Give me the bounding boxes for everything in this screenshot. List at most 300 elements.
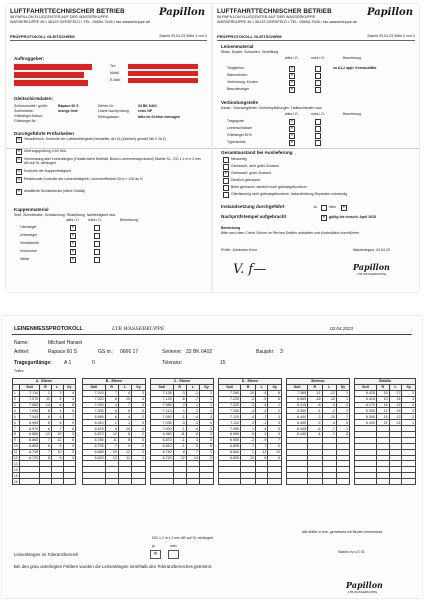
table-cell: 7.070	[20, 396, 40, 402]
table-cell	[40, 479, 52, 485]
table-cell: 7.110	[20, 390, 40, 396]
col-header-not-ok: nicht i.O.	[311, 56, 325, 60]
column-header: R	[40, 384, 52, 390]
column-header: R	[105, 384, 118, 390]
column-header: Sy	[336, 384, 349, 390]
table-cell: 4	[132, 396, 146, 402]
table-cell: -9	[256, 396, 268, 402]
column-header: Soll	[83, 384, 106, 390]
ja-label: ja	[152, 544, 155, 548]
column-header: R	[308, 384, 322, 390]
row-index: 16	[14, 479, 18, 484]
guetesiegel-nr-label: Gütesiegel-Nr.:	[14, 119, 38, 123]
table-cell: -8	[308, 402, 322, 408]
toleranz-nein-checkbox	[168, 550, 179, 559]
table-cell: 6	[40, 426, 52, 432]
table-cell: 6.705	[83, 443, 106, 449]
schirmfarbe-label: Schirmfarbe:	[14, 109, 34, 113]
leinen-row-label: Verbindung, Knoten	[227, 80, 258, 84]
schirmfarbe-value: orange lime	[58, 109, 78, 113]
table-cell: 12	[376, 408, 389, 414]
note-right: alle Maße in mm, gemessen mit Beutel Leinenmess	[302, 530, 383, 534]
redacted-block	[128, 78, 198, 83]
beurteilung-checkbox	[223, 185, 229, 191]
table-cell: 0	[200, 420, 214, 426]
table-title: Stabilo	[355, 379, 416, 385]
table-cell: 10	[105, 449, 118, 455]
kappen-row-label: Verstärkerte	[20, 241, 39, 245]
table-cell: 6.420	[355, 420, 377, 426]
table-cell: 14	[40, 402, 52, 408]
row-index: 13	[14, 461, 18, 466]
table-cell: 2	[186, 408, 199, 414]
table-cell: 7.365	[287, 390, 308, 396]
column-header: L	[256, 384, 268, 390]
table-cell: 6	[40, 443, 52, 449]
table-cell: 4	[132, 426, 146, 432]
table-cell: 6.780	[83, 437, 106, 443]
table-cell: 6.875	[83, 426, 106, 432]
instand-nein-checkbox: ✕	[342, 205, 346, 209]
measurement-date: 03.04.2023	[330, 326, 353, 331]
table-cell: 2	[241, 420, 256, 426]
row-index: 15	[14, 473, 18, 478]
table-cell	[51, 479, 63, 485]
table-cell: 5	[186, 443, 199, 449]
ltb-label: LTB WASSERKUPPE	[112, 326, 165, 332]
table-cell: 11	[118, 455, 131, 461]
column-header: L	[322, 384, 336, 390]
leinen-sub: Risse, Knicke, Schlaufen, Verdrillung	[221, 50, 279, 54]
name-label: Name:	[14, 340, 29, 346]
check-checkbox: ✕	[17, 169, 21, 173]
leinenmessprotokoll-page	[2, 316, 422, 598]
table-cell	[151, 479, 174, 485]
table-cell: 1	[241, 449, 256, 455]
table-cell: 6.305	[355, 408, 377, 414]
table-cell: 10	[51, 449, 63, 455]
table-title: C - Ebene	[151, 379, 214, 385]
toleranz-value: 15	[220, 360, 226, 366]
table-cell: 3	[402, 414, 416, 420]
table-cell: 21	[389, 420, 402, 426]
table-cell: 7	[63, 414, 75, 420]
footer-text: Bei den grau unterlegten Feldern wurden die Leinenlängen innerhalb des Toleranzbereiches getrimmt.	[14, 564, 213, 569]
table-cell: 6	[118, 408, 131, 414]
table-cell: 6.955	[219, 437, 241, 443]
instand-nein: Nein	[329, 205, 337, 209]
table-cell: 6.620	[83, 455, 106, 461]
name-value: Michael Hansel	[48, 340, 83, 346]
not-ok-checkbox	[315, 140, 321, 146]
kappen-not-ok-checkbox	[94, 233, 100, 239]
checks-heading: Durchgeführte Prüfarbeiten	[14, 131, 74, 136]
column-header: L	[51, 384, 63, 390]
table-cell: -3	[256, 432, 268, 438]
ok-checkbox: ✕	[290, 87, 294, 91]
table-cell: 4	[118, 414, 131, 420]
table-cell: 3	[268, 414, 282, 420]
toleranz-ja-checkbox: ✕	[150, 550, 161, 559]
check-checkbox: ✕	[17, 189, 21, 193]
table-cell: 2	[132, 414, 146, 420]
ok-checkbox: ✕	[290, 80, 294, 84]
table-cell: -1	[173, 437, 186, 443]
toleranz-sub: Tolerz.	[14, 369, 25, 373]
table-cell: 21	[376, 420, 389, 426]
check-checkbox: ✕	[17, 149, 21, 153]
table-cell: 4	[63, 390, 75, 396]
stamp-logo: Papillon	[353, 262, 390, 272]
table-cell: 0	[63, 443, 75, 449]
kappen-ok-checkbox: ✕	[71, 249, 75, 253]
leinen-row-label: Tangleinen	[227, 66, 244, 70]
table-cell: 1	[105, 420, 118, 426]
table-cell: 5	[268, 426, 282, 432]
table-cell: 6.350	[287, 408, 308, 414]
kappen-ok-checkbox: ✕	[71, 233, 75, 237]
table-cell: -1	[173, 426, 186, 432]
check-item: Reaktionale Kontrolle der Leinenfestigkeit, Leinentreffertest 43 to + 100 as N	[24, 176, 143, 181]
table-cell: -4	[308, 408, 322, 414]
table-cell: 7	[40, 437, 52, 443]
pruefer-name: Prüfer: Johannes Knorr	[221, 248, 258, 252]
table-cell: 7	[268, 437, 282, 443]
redacted-block	[14, 72, 84, 78]
table-cell: 8	[40, 455, 52, 461]
table-cell: -10	[322, 414, 336, 420]
column-header: Soll	[20, 384, 40, 390]
table-cell: 15	[376, 390, 389, 396]
verbindung-heading: Verbindungsteile	[221, 100, 259, 105]
table-cell: 7	[241, 443, 256, 449]
not-ok-checkbox	[315, 126, 321, 132]
check-item: Visuell/mech. Kontrolle der Luftfahrtfähigkeit (Hersteller, Art.16 (Zeichen) gemäß NfL II Nr.2)	[24, 136, 166, 141]
table-cell: -7	[322, 432, 336, 438]
row-index: 2	[13, 396, 20, 402]
gs-label: GS nr.:	[98, 349, 114, 355]
table-cell: 7	[256, 443, 268, 449]
table-cell: 3	[200, 432, 214, 438]
table-cell: 7	[118, 402, 131, 408]
table-cell: 2	[132, 432, 146, 438]
row-index: 14	[14, 467, 18, 472]
table-cell: 3	[200, 414, 214, 420]
table-cell: 7	[186, 449, 199, 455]
table-cell: 7.015	[83, 390, 106, 396]
table-cell: 6.810	[151, 443, 174, 449]
protocol-title-line	[217, 34, 415, 41]
stamp-subtitle: LTB WASSERKUPPE	[357, 272, 387, 276]
table-cell: 11	[173, 432, 186, 438]
table-cell: 17	[389, 390, 402, 396]
table-cell: 8	[40, 420, 52, 426]
col-header-ok: alles i.O.	[285, 112, 299, 116]
table-cell: 6.445	[287, 432, 308, 438]
ok-checkbox: ✕	[290, 133, 294, 137]
company-address-2: WASSERKUPPE 46 • 36129 GERSFELD • TEL. 06654-7546 • fax-wasserkuppe.de	[10, 19, 151, 24]
table-cell: 12	[118, 449, 131, 455]
table-cell: 3	[63, 432, 75, 438]
measurement-table	[218, 378, 282, 485]
table-cell: -6	[308, 426, 322, 432]
table-cell: 3	[200, 426, 214, 432]
table-cell: 7.050	[151, 414, 174, 420]
beurteilung-row-label: Gebraucht, guter Zustand	[231, 171, 271, 175]
table-cell: -4	[256, 402, 268, 408]
seriennr-value: 33 BK 6402	[138, 104, 157, 108]
table-cell: 5	[268, 396, 282, 402]
table-cell: -9	[308, 420, 322, 426]
not-ok-checkbox	[315, 133, 321, 139]
table-cell	[336, 479, 349, 485]
table-cell: 0	[132, 420, 146, 426]
check-item: detaillierte Sichtkontrolle (siehe Details)	[24, 188, 86, 193]
table-cell	[389, 479, 402, 485]
not-ok-checkbox	[315, 66, 321, 72]
bemerkung-label: Bemerkung	[343, 112, 361, 116]
kappen-row-label: Nähte	[20, 257, 30, 261]
table-cell: -4	[256, 390, 268, 396]
seriennr-value: 33 BK 6402	[186, 349, 213, 355]
nein-label: nein	[170, 544, 177, 548]
company-name: LUFTFAHRTTECHNISCHER BETRIEB	[217, 8, 332, 15]
table-cell: 8	[51, 420, 63, 426]
table-cell: -3	[173, 390, 186, 396]
table-cell	[105, 479, 118, 485]
gs-value: 0666 17	[120, 349, 139, 355]
table-cell: -15	[322, 396, 336, 402]
date-page: Datum 03.04.23 Seite 1 von 2	[159, 34, 207, 38]
table-cell: 10	[51, 432, 63, 438]
date-page: Datum 03.04.23 Seite 2 von 2	[367, 34, 415, 38]
table-cell: 10	[241, 455, 256, 461]
verbindung-row-label: Tragegurte	[227, 119, 244, 123]
table-cell: 1	[336, 390, 349, 396]
verbindung-row-label: Gütesiegel DHV	[227, 133, 253, 137]
table-cell: 1	[402, 420, 416, 426]
kappen-row-label: Obersegel	[20, 225, 37, 229]
table-cell: -16	[308, 396, 322, 402]
table-cell: 6	[105, 408, 118, 414]
beurteilung-row-label: Deutlich gebraucht	[231, 178, 261, 182]
table-cell: 6	[63, 437, 75, 443]
redacted-block	[128, 64, 198, 69]
table-cell: 10	[118, 396, 131, 402]
table-cell	[268, 479, 282, 485]
row-index: 5	[13, 414, 20, 420]
table-cell: 7	[51, 426, 63, 432]
table-cell: 3	[132, 437, 146, 443]
table-cell	[241, 479, 256, 485]
bemerkung2-text: Bitte nach dem Check Schirm im Rechen Seitlich aufstellen und Kontrollblick durchführen	[221, 231, 360, 235]
table-row	[151, 479, 214, 485]
bemerkung-label: Bemerkung	[343, 56, 361, 60]
col-header-ok: alles i.O.	[285, 56, 299, 60]
table-cell: -3	[308, 414, 322, 420]
row-index: 8	[13, 432, 20, 438]
table-cell: 1	[132, 455, 146, 461]
table-cell: 6	[118, 432, 131, 438]
table-row	[355, 479, 416, 485]
row-index: 9	[13, 437, 20, 443]
table-cell: 11	[256, 449, 268, 455]
company-address-2: WASSERKUPPE 46 • 36129 GERSFELD • TEL. 06654-7546 • fax-wasserkuppe.de	[217, 19, 358, 24]
beurteilung-row-label: Gebraucht, sehr guter Zustand	[231, 164, 279, 168]
artikel-value: Rapace 60 S	[48, 349, 77, 355]
col-header-not-ok: nicht i.O.	[88, 218, 102, 222]
column-header: Sy	[268, 384, 282, 390]
table-cell: 2	[268, 408, 282, 414]
protocol-title-line	[10, 34, 207, 41]
table-cell: -10	[241, 390, 256, 396]
measurement-table	[82, 378, 146, 485]
table-cell: 1	[241, 426, 256, 432]
measurement-title: LEINENMESSPROTOKOLL	[14, 326, 83, 332]
table-cell: 1	[336, 426, 349, 432]
table-cell: 6	[200, 443, 214, 449]
check-checkbox: ✕	[17, 157, 21, 161]
table-cell: 6.805	[20, 443, 40, 449]
table-cell: 7.045	[20, 414, 40, 420]
papillon-logo: Papillon	[158, 7, 205, 18]
table-cell: 10	[268, 449, 282, 455]
row-index: 3	[13, 402, 20, 408]
beurteilung-heading: Gesamtaustand bei Auslieferung	[221, 150, 293, 155]
table-cell: 4	[336, 402, 349, 408]
table-cell: 11	[105, 437, 118, 443]
table-cell: 7.120	[219, 414, 241, 420]
table-cell: -1	[173, 414, 186, 420]
measurement-table	[354, 378, 416, 485]
table-cell: 7.125	[151, 396, 174, 402]
schirmmodell-label: Schirmmodell / größe:	[14, 104, 49, 108]
table-cell: 7.005	[83, 408, 106, 414]
table-cell: 12	[40, 432, 52, 438]
auftraggeber-heading: Auftraggeber:	[14, 56, 45, 61]
ok-checkbox: ✕	[290, 66, 294, 70]
ok-checkbox: ✕	[290, 140, 294, 144]
table-cell: 15	[389, 408, 402, 414]
table-cell: 6	[51, 414, 63, 420]
table-cell: 2	[336, 408, 349, 414]
table-cell: 6.805	[219, 455, 241, 461]
tragegurt-a: A 1	[64, 360, 72, 366]
table-cell: 3	[268, 432, 282, 438]
table-cell: 3	[51, 390, 63, 396]
table-cell: -7	[256, 414, 268, 420]
table-cell: 1	[200, 408, 214, 414]
table-cell	[173, 479, 186, 485]
kappen-not-ok-checkbox	[94, 225, 100, 231]
table-cell	[308, 479, 322, 485]
beurteilung-checkbox: ✕	[224, 171, 228, 175]
table-cell: -4	[186, 414, 199, 420]
table-cell	[376, 479, 389, 485]
table-cell: 3	[268, 420, 282, 426]
table-cell: -3	[241, 402, 256, 408]
column-header: L	[186, 384, 199, 390]
protocol-page-1	[6, 4, 211, 292]
table-cell: -1	[186, 390, 199, 396]
toleranz-label: Toleranz:	[162, 360, 183, 366]
verbindung-row-label: Leinenschlösser	[227, 126, 253, 130]
measurement-table	[150, 378, 214, 485]
table-cell	[83, 479, 106, 485]
table-cell: -6	[173, 396, 186, 402]
table-cell: 9	[63, 420, 75, 426]
table-cell: 6	[105, 426, 118, 432]
table-cell: 1	[200, 449, 214, 455]
gleitschirmdaten-heading: Gleitschirmdaten:	[14, 96, 54, 101]
seriennr-label: Seriennr:	[162, 349, 183, 355]
table-cell: 6.425	[355, 390, 377, 396]
artikel-label: Artikel:	[14, 349, 30, 355]
table-cell: 6.745	[20, 449, 40, 455]
ok-checkbox: ✕	[290, 119, 294, 123]
beurteilung-row-label: Neuwertig	[231, 157, 247, 161]
table-cell: 6.860	[20, 437, 40, 443]
not-ok-checkbox	[315, 80, 321, 86]
table-cell: 6.440	[287, 414, 308, 420]
table-cell: -4	[241, 414, 256, 420]
col-header-ok: alles i.O.	[66, 218, 80, 222]
table-cell: 0	[132, 408, 146, 414]
row-index: 7	[13, 426, 20, 432]
kappenmaterial-heading: Kappenmaterial	[14, 207, 49, 212]
table-cell: 12	[173, 455, 186, 461]
table-cell: 6.970	[20, 426, 40, 432]
signature: V. f—	[233, 262, 267, 277]
beurteilung-checkbox	[223, 192, 229, 198]
table-cell: 7.135	[151, 390, 174, 396]
table-cell: 7	[336, 414, 349, 420]
row-index: 6	[13, 420, 20, 426]
verbindung-row-label: Typenschild	[227, 140, 246, 144]
table-cell: 3	[63, 455, 75, 461]
table-cell	[132, 479, 146, 485]
row-index: 10	[14, 444, 18, 449]
table-cell: 4	[118, 390, 131, 396]
table-cell: 3	[336, 432, 349, 438]
table-cell: 7.110	[151, 408, 174, 414]
table-cell: 1	[40, 390, 52, 396]
table-cell: 4	[105, 402, 118, 408]
table-cell: 6.995	[20, 420, 40, 426]
column-header: Sy	[402, 384, 416, 390]
table-cell: -4	[322, 420, 336, 426]
beurteilung-row-label: Beim gebrauch, deutlich noch gütesiegelkonform	[231, 185, 307, 189]
table-cell	[63, 479, 75, 485]
table-cell: 6.170	[355, 402, 377, 408]
table-cell: 3	[132, 390, 146, 396]
table-cell: 15	[376, 414, 389, 420]
column-header: R	[173, 384, 186, 390]
table-cell: 4	[51, 408, 63, 414]
title-underline	[12, 334, 412, 335]
table-cell: 6	[105, 414, 118, 420]
column-header: L	[389, 384, 402, 390]
table-cell: 6	[40, 414, 52, 420]
table-cell: -7	[322, 426, 336, 432]
redacted-block	[14, 80, 88, 86]
table-row	[287, 479, 350, 485]
kappen-row-label: Innenrohre	[20, 249, 37, 253]
table-cell: 12	[51, 437, 63, 443]
table-row	[13, 479, 76, 485]
beurteilung-checkbox	[223, 178, 229, 184]
table-cell: 4	[51, 396, 63, 402]
